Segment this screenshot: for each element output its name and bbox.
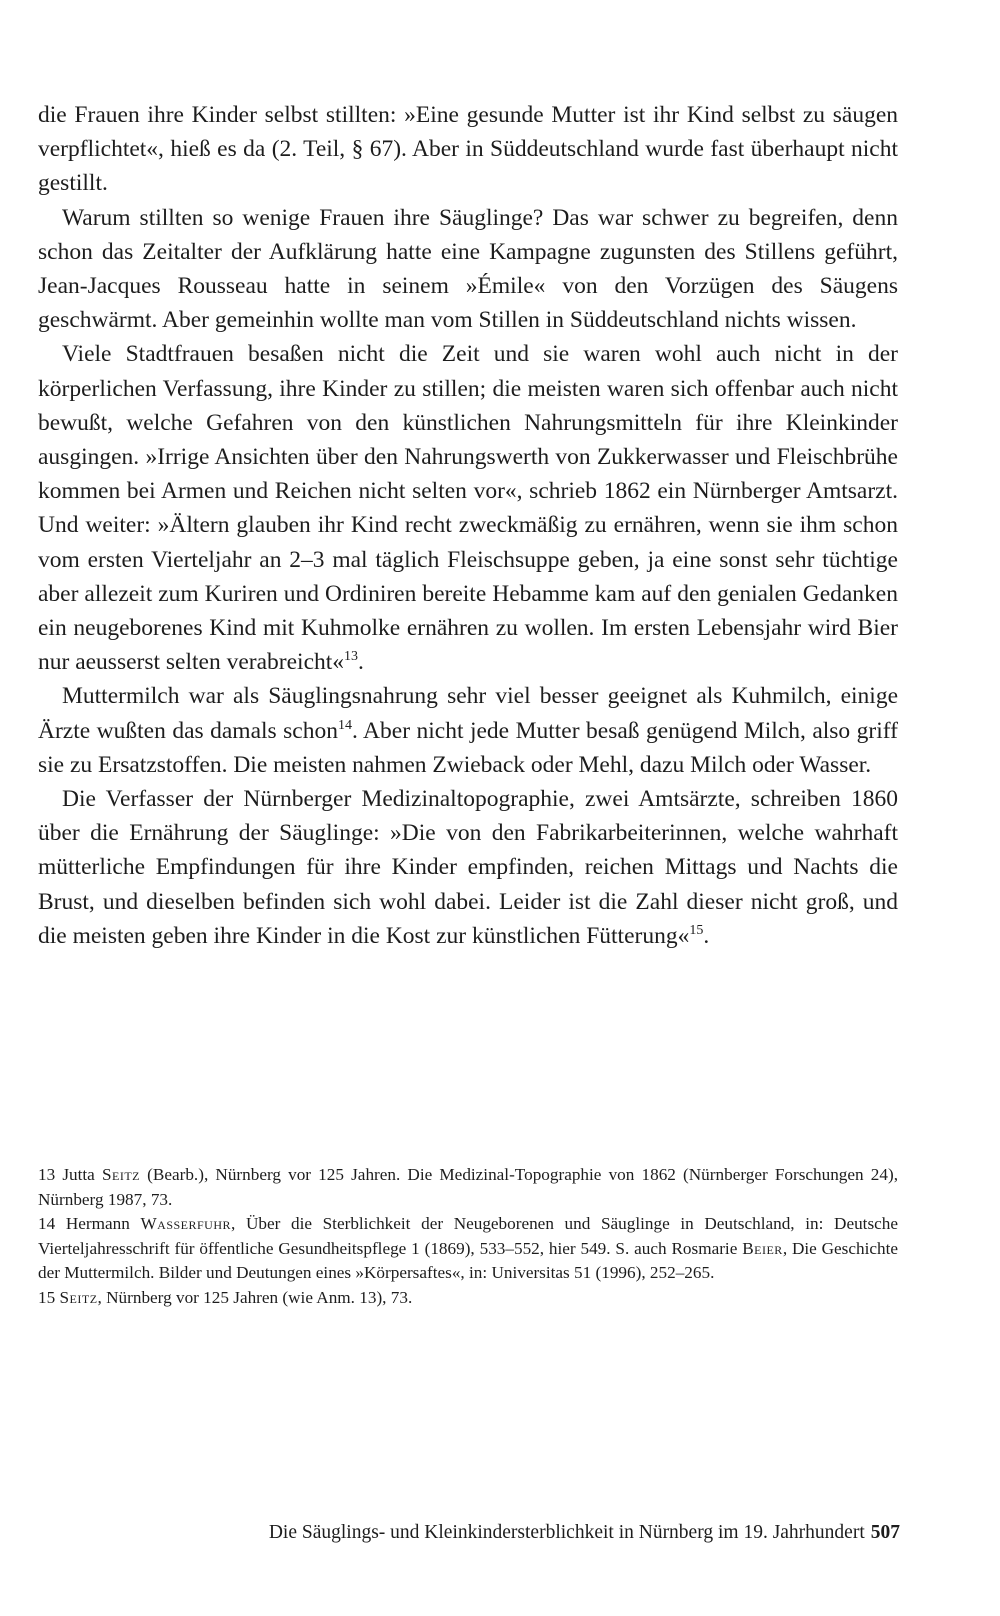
paragraph: [38, 98, 898, 201]
body-text: [38, 98, 898, 953]
text-run: (Bearb.), Nürnberg vor 125 Jahren. Die Medizinal-Topographie von 1862 (Nürnberger Forschungen 24), Nürnberg 1987, 73.: [38, 1165, 898, 1209]
text-run: Die Verfasser der Nürnberger Medizinaltopographie, zwei Amtsärzte, schreiben 1860 über die Ernährung der Säuglinge: »Die von den Fabrikarbeiterinnen, welche wahrhaft mütterliche Empfindungen für ihre Kinder empfinden, reichen Mittags und Nachts die Brust, und dieselben befinden sich wohl dabei. Leider ist die Zahl dieser nicht groß, und die meisten geben ihre Kinder in die Kost zur künstlichen Fütterung«: [38, 786, 898, 949]
footnote-14: [38, 1212, 898, 1286]
running-footer: [38, 1520, 900, 1546]
text-run: Warum stillten so wenige Frauen ihre Säuglinge? Das war schwer zu begreifen, denn schon das Zeitalter der Aufklärung hatte eine Kampagne zugunsten des Stillens geführt, Jean-Jacques Rousseau hatte in seinem »Émile« von den Vorzügen des Säugens geschwärmt. Aber gemeinhin wollte man vom Stillen in Süddeutschland nichts wissen.: [38, 204, 898, 334]
page-number: 507: [870, 1522, 900, 1543]
text-run: 15: [38, 1287, 60, 1307]
text-run: Muttermilch war als Säuglingsnahrung sehr viel besser geeignet als Kuhmilch, einige Ärzte wußten das damals schon: [38, 683, 898, 744]
text-run: . Aber nicht jede Mutter besaß genügend Milch, also griff sie zu Ersatzstoffen. Die meisten nahmen Zwieback oder Mehl, dazu Milch oder Wasser.: [38, 717, 898, 778]
footnote-reference-13[interactable]: 13: [344, 649, 359, 665]
footnote-reference-14[interactable]: 14: [338, 717, 352, 733]
running-title: Die Säuglings- und Kleinkindersterblichkeit in Nürnberg im 19. Jahrhundert: [268, 1522, 865, 1543]
paragraph: [38, 337, 898, 679]
text-run: , Die Geschichte der Muttermilch. Bilder und Deutungen eines »Körpersaftes«, in: Universitas 51 (1996), 252–265.: [38, 1238, 898, 1283]
text-run: die Frauen ihre Kinder selbst stillten: »Eine gesunde Mutter ist ihr Kind selbst zu säugen verpflichtet«, hieß es da (2. Teil, § 67). Aber in Süddeutschland wurde fast überhaupt nicht gestillt.: [38, 102, 898, 197]
author-name: Seitz: [101, 1165, 141, 1184]
paragraph: [38, 679, 898, 782]
text-run: 13 Jutta: [38, 1165, 102, 1184]
text-run: , Über die Sterblichkeit der Neugeborenen und Säuglinge in Deutschland, in: Deutsche Vierteljahresschrift für öffentliche Gesundheitspflege 1 (1869), 533–552, hier 549. S. auch Rosmarie: [38, 1214, 898, 1258]
text-run: .: [703, 922, 710, 949]
author-name: Seitz: [59, 1287, 98, 1307]
text-run: 14 Hermann: [38, 1214, 141, 1234]
footnote-15: [38, 1286, 898, 1311]
author-name: Wasserfuhr: [140, 1214, 232, 1234]
text-run: , Nürnberg vor 125 Jahren (wie Anm. 13), 73.: [97, 1287, 413, 1307]
text-run: .: [358, 649, 364, 676]
paragraph: [38, 201, 898, 338]
paragraph: [38, 782, 898, 953]
text-run: Viele Stadtfrauen besaßen nicht die Zeit und sie waren wohl auch nicht in der körperlichen Verfassung, ihre Kinder zu stillen; die meisten waren sich offenbar auch nicht bewußt, welche Gefahren von den künstlichen Nahrungsmitteln für ihre Kleinkinder ausgingen. »Irrige Ansichten über den Nahrungswerth von Zukkerwasser und Fleischbrühe kommen bei Armen und Reichen nicht selten vor«, schrieb 1862 ein Nürnberger Amtsarzt. Und weiter: »Ältern glauben ihr Kind recht zweckmäßig zu ernähren, wenn sie ihm schon vom ersten Vierteljahr an 2–3 mal täglich Fleischsuppe geben, ja eine sonst sehr tüchtige aber allezeit zum Kuriren und Ordiniren bereite Hebamme kam auf den genialen Gedanken ein neugeborenes Kind mit Kuhmolke ernähren zu wollen. Im ersten Lebensjahr wird Bier nur aeusserst selten verabreicht«: [38, 341, 898, 676]
page-body: [38, 98, 898, 953]
author-name: Beier: [742, 1238, 783, 1258]
footnotes: [38, 1163, 898, 1311]
footnote-13: [38, 1163, 898, 1212]
footnote-reference-15[interactable]: 15: [689, 923, 704, 939]
